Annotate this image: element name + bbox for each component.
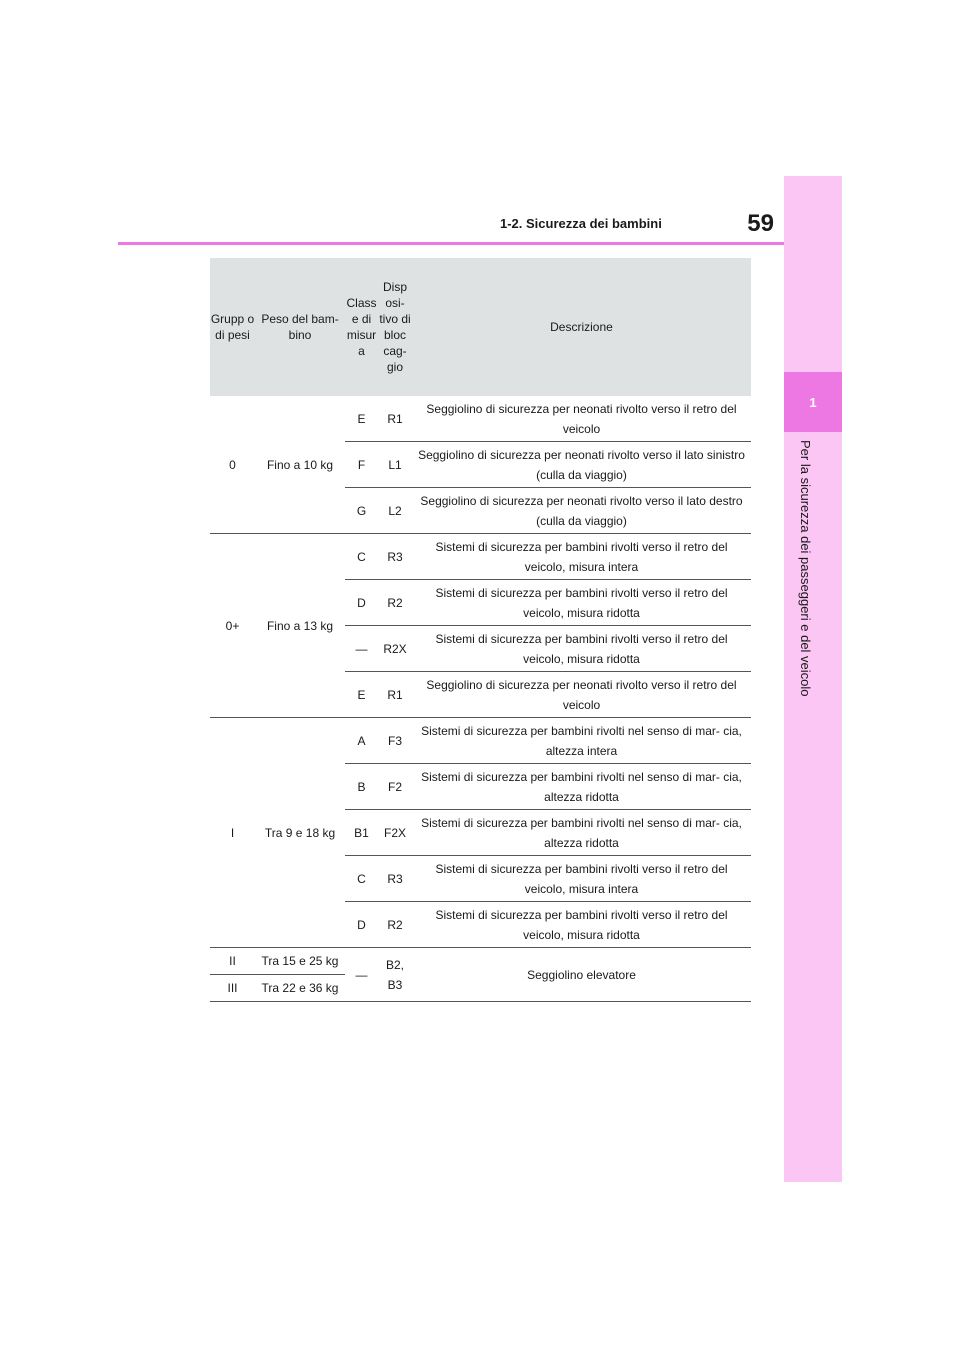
description-cell: Sistemi di sicurezza per bambini rivolti verso il retro del veicolo, misura intera <box>412 534 751 580</box>
description-cell: Seggiolino di sicurezza per neonati rivolto verso il retro del veicolo <box>412 672 751 718</box>
device-cell: L2 <box>378 488 412 534</box>
header-weight: Peso del bam- bino <box>255 258 345 396</box>
size-class-cell: C <box>345 534 378 580</box>
device-cell: R1 <box>378 396 412 442</box>
size-class-cell: B1 <box>345 810 378 856</box>
description-cell: Seggiolino di sicurezza per neonati rivolto verso il retro del veicolo <box>412 396 751 442</box>
description-cell: Seggiolino elevatore <box>527 967 636 982</box>
size-class-cell: B <box>345 764 378 810</box>
group-cell: 0 <box>210 396 255 534</box>
size-class-cell: — <box>355 967 368 982</box>
size-class-cell: F <box>345 442 378 488</box>
device-cell: R2X <box>378 626 412 672</box>
weight-cell: Tra 15 e 25 kg <box>261 954 339 968</box>
size-class-cell: D <box>345 580 378 626</box>
weight-cell: Fino a 13 kg <box>255 534 345 718</box>
description-cell: Seggiolino di sicurezza per neonati rivolto verso il lato sinistro (culla da viaggio) <box>412 442 751 488</box>
description-cell: Sistemi di sicurezza per bambini rivolti nel senso di mar- cia, altezza ridotta <box>412 810 751 856</box>
group-cell: I <box>210 718 255 948</box>
device-cell: F3 <box>378 718 412 764</box>
size-class-cell: G <box>345 488 378 534</box>
table-row <box>210 948 751 975</box>
size-class-cell: — <box>345 626 378 672</box>
description-cell: Sistemi di sicurezza per bambini rivolti nel senso di mar- cia, altezza ridotta <box>412 764 751 810</box>
group-cell: 0+ <box>210 534 255 718</box>
size-class-cell: E <box>345 396 378 442</box>
description-cell: Sistemi di sicurezza per bambini rivolti nel senso di mar- cia, altezza intera <box>412 718 751 764</box>
size-class-cell: D <box>345 902 378 948</box>
device-cell: B2, B3 <box>385 957 404 992</box>
chapter-number: 1 <box>784 372 842 432</box>
weight-cell: Fino a 10 kg <box>255 396 345 534</box>
description-cell: Sistemi di sicurezza per bambini rivolti verso il retro del veicolo, misura intera <box>412 856 751 902</box>
size-class-cell: E <box>345 672 378 718</box>
weight-cell: Tra 22 e 36 kg <box>261 981 339 995</box>
description-cell: Sistemi di sicurezza per bambini rivolti verso il retro del veicolo, misura ridotta <box>412 902 751 948</box>
group-cell: III <box>227 981 238 995</box>
device-cell: R1 <box>378 672 412 718</box>
device-cell: R2 <box>378 902 412 948</box>
device-cell: F2X <box>378 810 412 856</box>
description-cell: Sistemi di sicurezza per bambini rivolti verso il retro del veicolo, misura ridotta <box>412 580 751 626</box>
group-cell: II <box>229 954 236 968</box>
weight-cell: Tra 9 e 18 kg <box>255 718 345 948</box>
page-number: 59 <box>747 210 774 237</box>
size-class-cell: C <box>345 856 378 902</box>
section-title: 1-2. Sicurezza dei bambini <box>500 216 662 231</box>
header-description: Descrizione <box>412 258 751 396</box>
device-cell: L1 <box>378 442 412 488</box>
table-row <box>210 718 751 764</box>
description-cell: Sistemi di sicurezza per bambini rivolti verso il retro del veicolo, misura ridotta <box>412 626 751 672</box>
table-row <box>210 534 751 580</box>
chapter-side-tab <box>784 176 842 1182</box>
table-header-row <box>210 258 751 396</box>
device-cell: R2 <box>378 580 412 626</box>
device-cell: R3 <box>378 856 412 902</box>
header-group: Grupp o di pesi <box>210 258 255 396</box>
header-size-class: Class e di misur a <box>345 258 378 396</box>
device-cell: R3 <box>378 534 412 580</box>
header-divider <box>118 242 784 245</box>
description-cell: Seggiolino di sicurezza per neonati rivolto verso il lato destro (culla da viaggio) <box>412 488 751 534</box>
header-device: Disp osi- tivo di bloc cag- gio <box>378 258 412 396</box>
table-row <box>210 396 751 442</box>
child-seat-table <box>210 258 751 1002</box>
chapter-label: Per la sicurezza dei passeggeri e del veicolo <box>798 440 813 697</box>
size-class-cell: A <box>345 718 378 764</box>
device-cell: F2 <box>378 764 412 810</box>
